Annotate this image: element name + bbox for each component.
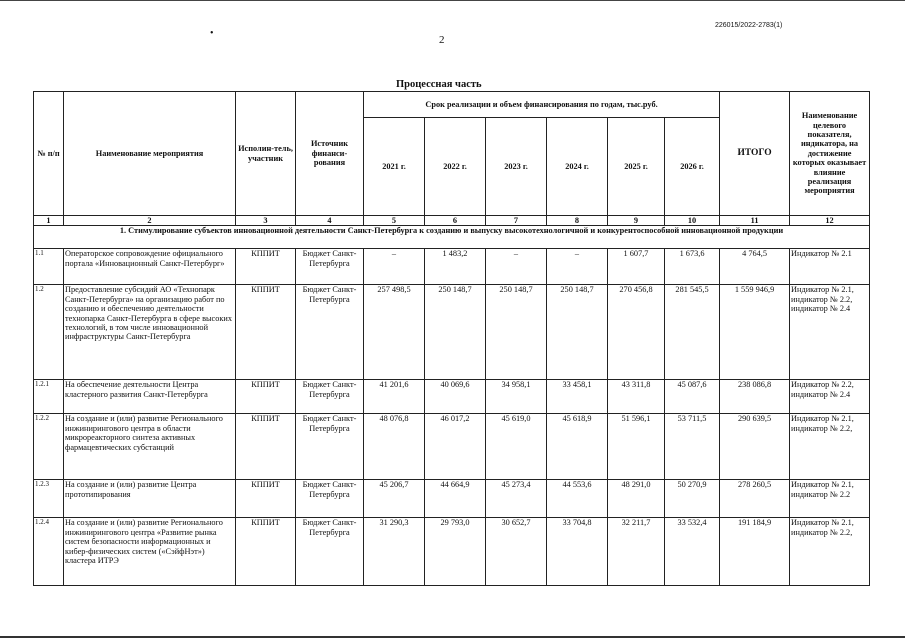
column-number: 2 (64, 216, 236, 226)
header-year: 2024 г. (547, 118, 608, 216)
row-name: На создание и (или) развитие Регионального инжинирингового центра в области микрореакторного синтеза активных фармацевтических субстанций (64, 414, 236, 480)
row-total: 290 639,5 (720, 414, 790, 480)
header-num: № п/п (34, 92, 64, 216)
row-num: 1.2.2 (34, 414, 64, 480)
row-year-value: 44 664,9 (425, 480, 486, 518)
header-name: Наименование мероприятия (64, 92, 236, 216)
table-row (34, 518, 870, 586)
column-number: 6 (425, 216, 486, 226)
row-year-value: 33 704,8 (547, 518, 608, 586)
row-year-value: 31 290,3 (364, 518, 425, 586)
row-name: На создание и (или) развитие Регионального инжинирингового центра «Развитие рынка систем безопасности информационных и кибер-физических систем («СэйфНэт») кластера ИТРЭ (64, 518, 236, 586)
row-indicator: Индикатор № 2.1, индикатор № 2.2, индикатор № 2.4 (790, 285, 870, 380)
header-year: 2021 г. (364, 118, 425, 216)
row-year-value: 48 291,0 (608, 480, 665, 518)
column-number: 11 (720, 216, 790, 226)
row-indicator: Индикатор № 2.1, индикатор № 2.2 (790, 480, 870, 518)
column-number: 1 (34, 216, 64, 226)
row-year-value: 45 206,7 (364, 480, 425, 518)
row-year-value: – (547, 249, 608, 285)
row-indicator: Индикатор № 2.1 (790, 249, 870, 285)
row-source: Бюджет Санкт-Петербурга (296, 480, 364, 518)
row-year-value: 270 456,8 (608, 285, 665, 380)
row-total: 278 260,5 (720, 480, 790, 518)
row-year-value: 250 148,7 (425, 285, 486, 380)
group-title: 1. Стимулирование субъектов инновационной деятельности Санкт-Петербурга к созданию и выпуску высокотехнологичной и конкурентоспособной инновационной продукции (34, 226, 870, 249)
page-number: 2 (439, 34, 445, 46)
row-year-value: 30 652,7 (486, 518, 547, 586)
row-year-value: 45 273,4 (486, 480, 547, 518)
row-year-value: 50 270,9 (665, 480, 720, 518)
row-source: Бюджет Санкт-Петербурга (296, 518, 364, 586)
row-year-value: 1 483,2 (425, 249, 486, 285)
row-indicator: Индикатор № 2.1, индикатор № 2.2, (790, 414, 870, 480)
row-name: На создание и (или) развитие Центра прототипирования (64, 480, 236, 518)
row-year-value: 32 211,7 (608, 518, 665, 586)
row-year-value: 1 607,7 (608, 249, 665, 285)
column-number: 12 (790, 216, 870, 226)
column-number: 10 (665, 216, 720, 226)
row-executor: КППИТ (236, 380, 296, 414)
header-period-group: Срок реализации и объем финансирования по годам, тыс.руб. (364, 92, 720, 118)
row-year-value: 45 619,0 (486, 414, 547, 480)
table-row (34, 414, 870, 480)
row-year-value: 33 532,4 (665, 518, 720, 586)
column-number: 7 (486, 216, 547, 226)
row-num: 1.2.1 (34, 380, 64, 414)
row-year-value: 29 793,0 (425, 518, 486, 586)
row-year-value: 281 545,5 (665, 285, 720, 380)
table-row (34, 249, 870, 285)
row-year-value: 51 596,1 (608, 414, 665, 480)
header-year: 2022 г. (425, 118, 486, 216)
row-num: 1.2.4 (34, 518, 64, 586)
header-year: 2025 г. (608, 118, 665, 216)
column-number: 5 (364, 216, 425, 226)
document-number: 226015/2022-2783(1) (715, 22, 783, 29)
row-year-value: 46 017,2 (425, 414, 486, 480)
row-source: Бюджет Санкт-Петербурга (296, 249, 364, 285)
column-number: 8 (547, 216, 608, 226)
financing-table (33, 91, 870, 586)
row-year-value: 53 711,5 (665, 414, 720, 480)
bullet-mark: • (210, 28, 214, 39)
row-executor: КППИТ (236, 414, 296, 480)
row-name: Предоставление субсидий АО «Технопарк Санкт-Петербурга» на организацию работ по созданию и обеспечению деятельности технопарка Санкт-Петербурга в сфере высоких технологий, в том числе инновационной инфраструктуры Санкт-Петербурга (64, 285, 236, 380)
row-name: На обеспечение деятельности Центра кластерного развития Санкт-Петербурга (64, 380, 236, 414)
row-num: 1.2 (34, 285, 64, 380)
row-source: Бюджет Санкт-Петербурга (296, 285, 364, 380)
table-row (34, 380, 870, 414)
row-year-value: 34 958,1 (486, 380, 547, 414)
row-year-value: 33 458,1 (547, 380, 608, 414)
row-indicator: Индикатор № 2.2, индикатор № 2.4 (790, 380, 870, 414)
row-year-value: 44 553,6 (547, 480, 608, 518)
row-indicator: Индикатор № 2.1, индикатор № 2.2, (790, 518, 870, 586)
row-total: 191 184,9 (720, 518, 790, 586)
page-edge-top (0, 0, 905, 1)
row-year-value: 1 673,6 (665, 249, 720, 285)
row-executor: КППИТ (236, 518, 296, 586)
row-total: 4 764,5 (720, 249, 790, 285)
row-year-value: – (486, 249, 547, 285)
row-num: 1.2.3 (34, 480, 64, 518)
row-name: Операторское сопровождение официального портала «Инновационный Санкт-Петербург» (64, 249, 236, 285)
row-year-value: 43 311,8 (608, 380, 665, 414)
page-edge-bottom (0, 636, 905, 638)
column-number: 4 (296, 216, 364, 226)
row-executor: КППИТ (236, 285, 296, 380)
table-row (34, 285, 870, 380)
row-source: Бюджет Санкт-Петербурга (296, 414, 364, 480)
row-executor: КППИТ (236, 480, 296, 518)
column-number: 3 (236, 216, 296, 226)
header-indicator: Наименование целевого показателя, индикатора, на достижение которых оказывает влияние реализация мероприятия (790, 92, 870, 216)
row-year-value: 40 069,6 (425, 380, 486, 414)
header-year: 2026 г. (665, 118, 720, 216)
row-total: 238 086,8 (720, 380, 790, 414)
header-total: ИТОГО (720, 92, 790, 216)
row-year-value: 257 498,5 (364, 285, 425, 380)
row-year-value: 250 148,7 (486, 285, 547, 380)
section-title: Процессная часть (396, 79, 482, 90)
row-num: 1.1 (34, 249, 64, 285)
row-year-value: 41 201,6 (364, 380, 425, 414)
row-year-value: 250 148,7 (547, 285, 608, 380)
column-number: 9 (608, 216, 665, 226)
row-year-value: 45 618,9 (547, 414, 608, 480)
row-year-value: 48 076,8 (364, 414, 425, 480)
header-source: Источник финанси-рования (296, 92, 364, 216)
row-source: Бюджет Санкт-Петербурга (296, 380, 364, 414)
row-total: 1 559 946,9 (720, 285, 790, 380)
row-year-value: – (364, 249, 425, 285)
header-executor: Исполин-тель, участник (236, 92, 296, 216)
row-year-value: 45 087,6 (665, 380, 720, 414)
row-executor: КППИТ (236, 249, 296, 285)
table-row (34, 480, 870, 518)
header-year: 2023 г. (486, 118, 547, 216)
